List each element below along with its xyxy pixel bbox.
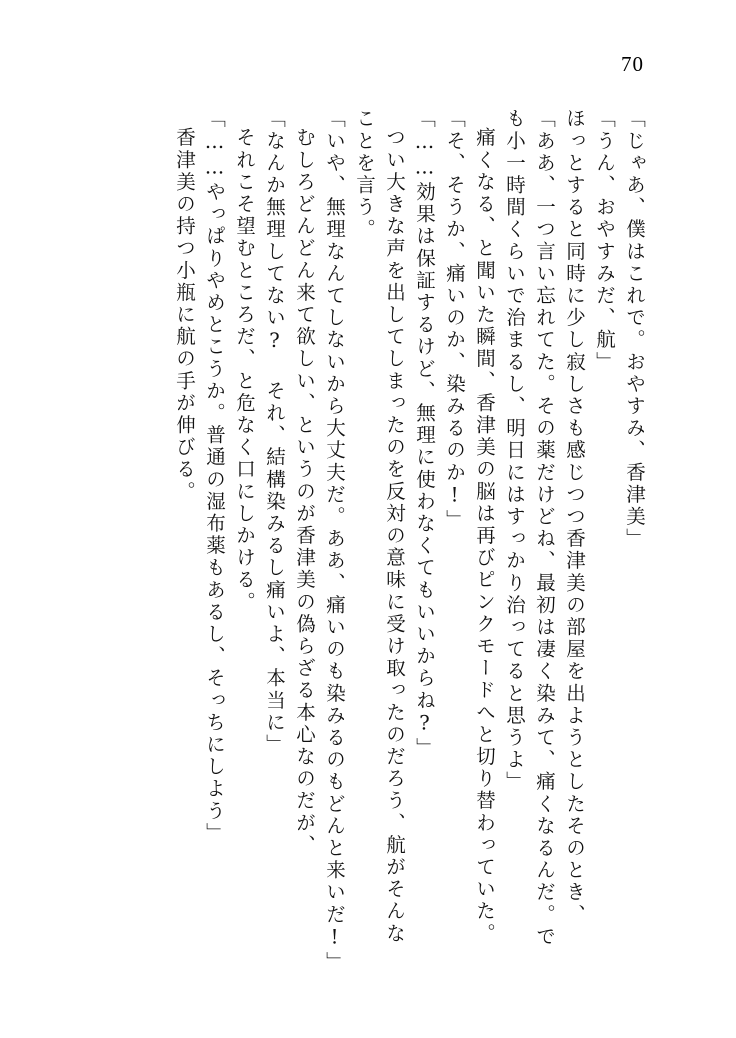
text-line: 「いや、無理なんてしないから大丈夫だ。ああ、痛いのも染みるのもどんと来いだ!」 — [323, 108, 346, 974]
text-line: 「ああ、一つ言い忘れてた。その薬だけどね、最初は凄く染みて、痛くなるんだ。で — [533, 108, 556, 948]
page-number: 70 — [621, 52, 644, 76]
text-line: 「うん、おやすみだ、航」 — [593, 108, 616, 374]
text-line: つい大きな声を出してしまったのを反対の意味に受け取ったのだろう、航がそんな — [383, 127, 406, 945]
text-line: ことを言う。 — [353, 108, 376, 241]
text-line: 「じゃあ、僕はこれで。おやすみ、香津美」 — [623, 108, 646, 550]
text-line: 「なんか無理してない? それ、結構染みるし痛いよ、本当に」 — [263, 108, 286, 756]
text-line: 「……やっぱりやめとこうか。普通の湿布薬もあるし、そっちにしよう」 — [203, 108, 226, 845]
text-line: も小一時間くらいで治まるし、明日にはすっかり治ってると思うよ」 — [503, 108, 526, 794]
text-line: それこそ望むところだ、と危なく口にしかける。 — [233, 127, 256, 614]
text-line: 香津美の持つ小瓶に航の手が伸びる。 — [173, 127, 196, 503]
vertical-text-block — [68, 108, 646, 974]
text-line: ほっとすると同時に少し寂しさも感じつつ香津美の部屋を出ようとしたそのとき、 — [563, 108, 586, 926]
text-line: 痛くなる、と聞いた瞬間、香津美の脳は再びピンクモードへと切り替わっていた。 — [473, 127, 496, 945]
text-line: 「……効果は保証するけど、無理に使わなくてもいいからね?」 — [413, 108, 436, 760]
text-line: 「そ、そうか、痛いのか、染みるのか!」 — [443, 108, 466, 532]
text-line: むしろどんどん来て欲しい、というのが香津美の偽らざる本心なのだが、 — [293, 127, 316, 857]
